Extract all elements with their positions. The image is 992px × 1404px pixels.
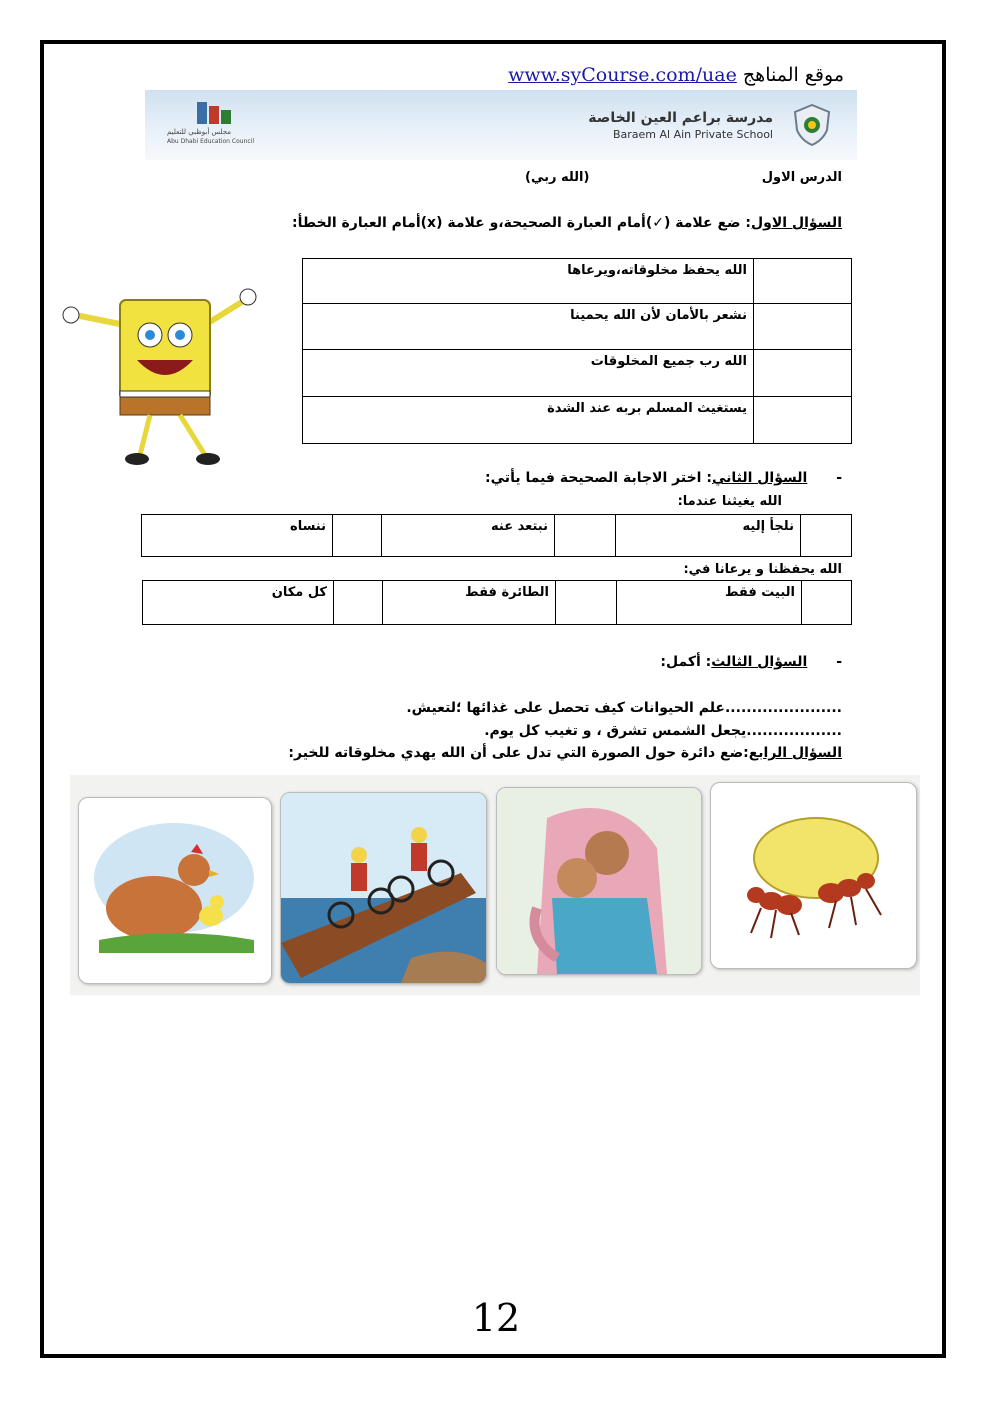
mother-hugging-child-icon bbox=[497, 788, 701, 974]
school-name-ar: مدرسة براعم العين الخاصة bbox=[588, 110, 773, 126]
fill-blank[interactable]: ...................... bbox=[724, 700, 842, 716]
q3-title: السؤال الثالث bbox=[711, 654, 808, 670]
site-link[interactable]: www.syCourse.com/uae bbox=[508, 64, 737, 86]
q2-stem-2: الله يحفظنا و يرعانا في: bbox=[683, 562, 842, 577]
council-name-ar: مجلس أبوظبي للتعليم bbox=[167, 128, 232, 136]
q3-instruction: : أكمل: bbox=[660, 654, 712, 670]
choice-box[interactable] bbox=[334, 581, 383, 625]
q1-instruction: : ضع علامة (✓)أمام العبارة الصحيحة،و علامة (x)أمام العبارة الخطأ: bbox=[292, 215, 752, 231]
answer-cell[interactable] bbox=[754, 350, 852, 397]
school-shield-icon bbox=[793, 104, 831, 146]
answer-cell[interactable] bbox=[754, 259, 852, 304]
q2-title: السؤال الثاني bbox=[711, 470, 808, 486]
choice-box[interactable] bbox=[802, 581, 852, 625]
table-row bbox=[142, 515, 852, 557]
q2-stem-1: الله يغيثنا عندما: bbox=[677, 494, 782, 509]
q4-instruction: :ضع دائرة حول الصورة التي تدل على أن الله يهدي مخلوقاته للخير: bbox=[288, 745, 749, 761]
school-name-en: Baraem Al Ain Private School bbox=[612, 128, 773, 141]
q4-title: السؤال الرابع bbox=[748, 745, 842, 761]
sentence: يجعل الشمس تشرق ، و تغيب كل يوم. bbox=[484, 723, 747, 739]
table-row bbox=[143, 581, 852, 625]
site-header bbox=[508, 64, 844, 86]
site-label: موقع المناهج bbox=[742, 64, 844, 86]
lesson-number: الدرس الاول bbox=[761, 170, 842, 185]
answer-cell[interactable] bbox=[754, 397, 852, 444]
option-text: الطائرة فقط bbox=[383, 581, 556, 625]
q2-heading bbox=[485, 470, 842, 486]
children-cycling-icon bbox=[281, 793, 486, 983]
council-name-en: Abu Dhabi Education Council bbox=[167, 138, 254, 145]
picture-ants[interactable] bbox=[710, 782, 917, 969]
picture-hen-chicks[interactable] bbox=[78, 797, 272, 984]
picture-cycling[interactable] bbox=[280, 792, 487, 984]
ants-carrying-food-icon bbox=[711, 783, 916, 968]
q2-instruction: : اختر الاجابة الصحيحة فيما يأتي: bbox=[485, 470, 712, 486]
table-row bbox=[303, 350, 852, 397]
option-text: البيت فقط bbox=[617, 581, 802, 625]
table-row bbox=[303, 397, 852, 444]
school-banner bbox=[145, 90, 857, 160]
option-text: كل مكان bbox=[143, 581, 334, 625]
q2-bullet: - bbox=[836, 470, 842, 486]
choice-box[interactable] bbox=[333, 515, 382, 557]
fill-blank[interactable]: .................. bbox=[746, 723, 842, 739]
statement-cell: نشعر بالأمان لأن الله يحمينا bbox=[303, 304, 754, 350]
picture-mother-child[interactable] bbox=[496, 787, 702, 975]
page-number: 12 bbox=[471, 1296, 521, 1340]
choice-box[interactable] bbox=[801, 515, 852, 557]
choice-box[interactable] bbox=[556, 581, 617, 625]
statement-cell: يستغيث المسلم بربه عند الشدة bbox=[303, 397, 754, 444]
q3-line-2 bbox=[484, 723, 842, 739]
sponge-character-illustration bbox=[55, 285, 275, 470]
statement-cell: الله يحفظ مخلوقاته،ويرعاها bbox=[303, 259, 754, 304]
q2-options-2 bbox=[142, 580, 852, 625]
q3-bullet: - bbox=[836, 654, 842, 670]
table-row bbox=[303, 304, 852, 350]
sentence: علم الحيوانات كيف تحصل على غذائها ؛لتعيش. bbox=[406, 700, 725, 716]
statement-cell: الله رب جميع المخلوقات bbox=[303, 350, 754, 397]
page-border bbox=[40, 40, 946, 1358]
table-row bbox=[303, 259, 852, 304]
hen-with-chicks-icon bbox=[79, 798, 271, 983]
q1-table bbox=[302, 258, 852, 444]
q3-heading bbox=[660, 654, 842, 670]
lesson-title: (الله ربي) bbox=[525, 170, 590, 185]
q1-title: السؤال الاول bbox=[751, 215, 842, 231]
option-text: نلجأ إليه bbox=[616, 515, 801, 557]
q4-heading bbox=[288, 745, 842, 761]
option-text: ننساه bbox=[142, 515, 333, 557]
q1-heading bbox=[292, 215, 842, 231]
choice-box[interactable] bbox=[555, 515, 616, 557]
answer-cell[interactable] bbox=[754, 304, 852, 350]
option-text: نبتعد عنه bbox=[382, 515, 555, 557]
council-logo bbox=[167, 100, 257, 148]
q2-options-1 bbox=[141, 514, 852, 557]
q3-line-1 bbox=[406, 700, 842, 716]
